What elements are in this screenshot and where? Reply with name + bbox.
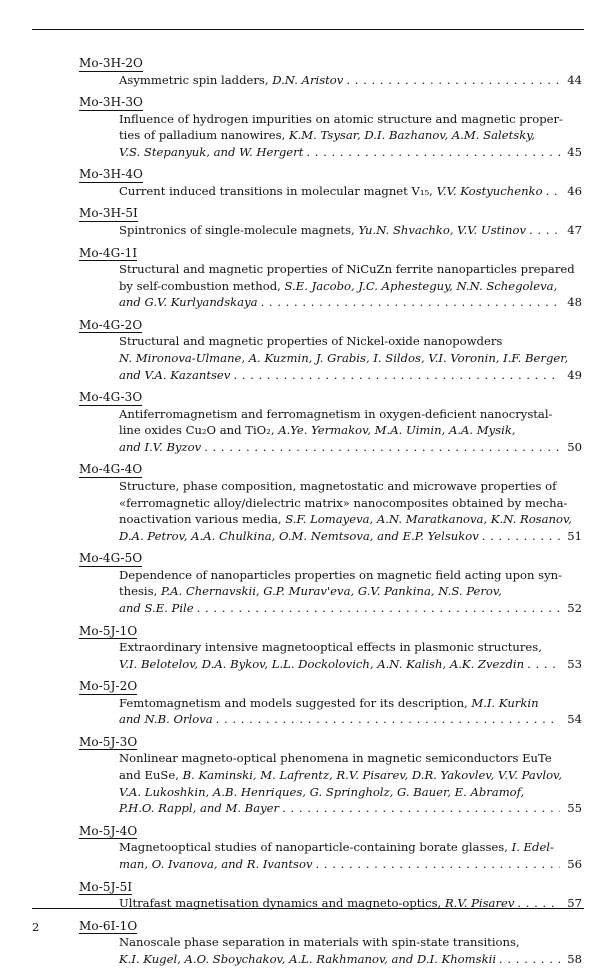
page-ref: 53 (567, 656, 582, 671)
toc-entry (79, 547, 582, 616)
title-text: Dependence of nanoparticles properties on magnetic field acting upon syn- (119, 567, 563, 582)
entry-last-line (119, 800, 582, 817)
last-line-text (119, 951, 496, 968)
page-ref: 46 (567, 183, 582, 198)
entry-line (119, 422, 582, 439)
authors-text: P.A. Chernavskii, G.P. Murav'eva, G.V. Pankina, N.S. Perov, (160, 584, 502, 599)
toc-entry (79, 876, 582, 912)
title-text: Nanoscale phase separation in materials with spin-state transitions, (119, 935, 520, 950)
entry-body (79, 478, 582, 544)
toc-entry (79, 820, 582, 873)
entry-last-line (119, 294, 582, 311)
entry-last-line (119, 856, 582, 873)
last-line-text (119, 183, 543, 200)
entry-line (119, 583, 582, 600)
toc-entry (79, 314, 582, 383)
last-line-text (119, 800, 279, 817)
title-text: Antiferromagnetism and ferromagnetism in oxygen-deficient nanocrystal- (119, 406, 553, 421)
title-text: Influence of hydrogen impurities on atomic structure and magnetic proper- (119, 111, 563, 126)
authors-text: B. Kaminski, M. Lafrentz, R.V. Pisarev, D.R. Yakovlev, V.V. Pavlov, (182, 768, 562, 783)
dot-leader (524, 656, 560, 673)
last-line-text (119, 367, 230, 384)
entry-line (119, 350, 582, 367)
session-code: Mo-4G-3O (79, 390, 143, 405)
dot-leader (201, 439, 560, 456)
entry-line (119, 750, 582, 767)
dot-leader (258, 294, 560, 311)
authors-text: and I.V. Byzov (119, 439, 202, 454)
title-text: Structural and magnetic properties of Nickel-oxide nanopowders (119, 334, 503, 349)
session-code: Mo-4G-2O (79, 317, 143, 332)
entry-last-line (119, 183, 582, 200)
dot-leader (279, 800, 560, 817)
entry-line (119, 127, 582, 144)
last-line-text (119, 856, 313, 873)
title-text: thesis, (119, 584, 161, 599)
page-ref: 50 (567, 439, 582, 454)
dot-leader (313, 856, 561, 873)
page-ref: 47 (567, 222, 582, 237)
toc-entry (79, 202, 582, 238)
toc-entry (79, 242, 582, 311)
authors-text: and N.B. Orlova (119, 712, 213, 727)
session-code: Mo-5J-1O (79, 623, 138, 638)
entry-line (119, 839, 582, 856)
session-code: Mo-5J-4O (79, 823, 138, 838)
entry-last-line (119, 367, 582, 384)
title-text: by self-combustion method, (119, 278, 285, 293)
dot-leader (543, 183, 560, 200)
authors-text: and G.V. Kurlyandskaya (119, 295, 258, 310)
entry-line (119, 934, 582, 951)
title-text: Ultrafast magnetisation dynamics and magneto-optics, (119, 896, 445, 910)
toc-entry (79, 91, 582, 160)
authors-text: S.F. Lomayeva, A.N. Maratkanova, K.N. Rosanov, (285, 512, 572, 527)
entry-body (79, 567, 582, 617)
dot-leader (213, 711, 560, 728)
page-ref: 55 (567, 801, 582, 816)
last-line-text (119, 439, 201, 456)
dot-leader (496, 951, 560, 968)
bottom-rule (32, 908, 584, 909)
dot-leader (194, 600, 560, 617)
authors-text: V.A. Lukoshkin, A.B. Henriques, G. Springholz, G. Bauer, E. Abramof, (119, 784, 525, 799)
entry-last-line (119, 439, 582, 456)
entry-body (79, 750, 582, 816)
entry-line (119, 495, 582, 512)
entry-line (119, 784, 582, 801)
authors-text: N. Mironova-Ulmane, A. Kuzmin, J. Grabis, I. Sildos, V.I. Voronin, I.F. Berger, (119, 350, 569, 365)
title-text: Magnetooptical studies of nanoparticle-containing borate glasses, (119, 840, 512, 855)
top-rule (32, 29, 584, 30)
last-line-text (119, 600, 194, 617)
session-code: Mo-5J-2O (79, 679, 138, 694)
session-code: Mo-4G-1I (79, 245, 138, 260)
page-ref: 49 (567, 367, 582, 382)
page-ref: 54 (567, 712, 582, 727)
entry-line (119, 111, 582, 128)
authors-text: A.Ye. Yermakov, M.A. Uimin, A.A. Mysik, (278, 423, 516, 438)
last-line-text (119, 528, 479, 545)
title-text: Structural and magnetic properties of NiCuZn ferrite nanoparticles prepared (119, 262, 575, 277)
session-code: Mo-3H-4O (79, 167, 143, 182)
last-line-text (119, 294, 258, 311)
authors-text: R.V. Pisarev (444, 896, 515, 910)
entry-last-line (119, 72, 582, 89)
title-text: noactivation various media, (119, 512, 286, 527)
entry-last-line (119, 656, 582, 673)
entry-line (119, 278, 582, 295)
last-line-text (119, 895, 514, 912)
dot-leader (230, 367, 560, 384)
authors-text: S.E. Jacobo, J.C. Aphesteguy, N.N. Schegoleva, (284, 278, 558, 293)
title-text: Nonlinear magneto-optical phenomena in magnetic semiconductors EuTe (119, 751, 552, 766)
toc-entry (79, 620, 582, 673)
session-code: Mo-3H-5I (79, 206, 138, 221)
last-line-text (119, 72, 343, 89)
entry-body (79, 934, 582, 967)
title-text: Current induced transitions in molecular magnet V₁₅, (119, 183, 437, 198)
page-ref: 56 (567, 856, 582, 871)
entry-last-line (119, 895, 582, 912)
entry-line (119, 567, 582, 584)
authors-text: Yu.N. Shvachko, V.V. Ustinov (358, 222, 527, 237)
entry-line (119, 406, 582, 423)
last-line-text (119, 144, 303, 161)
authors-text: man, O. Ivanova, and R. Ivantsov (119, 856, 313, 871)
authors-text: V.V. Kostyuchenko (436, 183, 543, 198)
authors-text: K.M. Tsysar, D.I. Bazhanov, A.M. Saletsky, (288, 128, 535, 143)
entry-body (79, 695, 582, 728)
toc-entry (79, 386, 582, 455)
entry-body (79, 895, 582, 912)
entry-last-line (119, 711, 582, 728)
title-text: Structure, phase composition, magnetostatic and microwave properties of (119, 478, 557, 493)
session-code: Mo-3H-3O (79, 95, 143, 110)
dot-leader (303, 144, 560, 161)
page-ref: 44 (567, 72, 582, 87)
authors-text: V.I. Belotelov, D.A. Bykov, L.L. Dockolovich, A.N. Kalish, A.K. Zvezdin (119, 656, 525, 671)
last-line-text (119, 222, 526, 239)
entry-line (119, 767, 582, 784)
page-ref: 51 (567, 528, 582, 543)
entry-body (79, 261, 582, 311)
toc-entry (79, 163, 582, 199)
authors-text: D.N. Aristov (272, 72, 344, 87)
entry-body (79, 406, 582, 456)
entry-body (79, 839, 582, 872)
entry-body (79, 111, 582, 161)
authors-text: V.S. Stepanyuk, and W. Hergert (119, 144, 304, 159)
authors-text: P.H.O. Rappl, and M. Bayer (119, 801, 280, 816)
page-number: 2 (32, 920, 40, 934)
entry-line (119, 511, 582, 528)
session-code: Mo-5J-5I (79, 879, 133, 894)
session-code: Mo-4G-5O (79, 551, 143, 566)
title-text: Femtomagnetism and models suggested for its description, (119, 695, 472, 710)
page-ref: 48 (567, 295, 582, 310)
toc-entry (79, 731, 582, 817)
last-line-text (119, 656, 524, 673)
authors-text: D.A. Petrov, A.A. Chulkina, O.M. Nemtsova, and E.P. Yelsukov (119, 528, 479, 543)
entry-line (119, 478, 582, 495)
page-ref: 57 (567, 896, 582, 910)
entry-last-line (119, 528, 582, 545)
session-code: Mo-4G-4O (79, 462, 143, 477)
authors-text: and S.E. Pile (119, 600, 194, 615)
last-line-text (119, 711, 213, 728)
title-text: Spintronics of single-molecule magnets, (119, 222, 359, 237)
entry-last-line (119, 222, 582, 239)
session-code: Mo-3H-2O (79, 56, 143, 70)
page-ref: 45 (567, 144, 582, 159)
authors-text: and V.A. Kazantsev (119, 367, 231, 382)
entry-body (79, 639, 582, 672)
title-text: ties of palladium nanowires, (119, 128, 289, 143)
authors-text: K.I. Kugel, A.O. Sboychakov, A.L. Rakhmanov, and D.I. Khomskii (119, 951, 497, 966)
entry-line (119, 695, 582, 712)
toc-entry (79, 52, 582, 88)
toc-entry (79, 675, 582, 728)
toc-entry (79, 915, 582, 968)
entry-line (119, 333, 582, 350)
dot-leader (479, 528, 560, 545)
dot-leader (343, 72, 560, 89)
entry-last-line (119, 144, 582, 161)
title-text: and EuSe, (119, 768, 183, 783)
dot-leader (514, 895, 560, 912)
entry-last-line (119, 600, 582, 617)
authors-text: I. Edel- (511, 840, 554, 855)
entry-body (79, 333, 582, 383)
session-code: Mo-6I-1O (79, 918, 138, 933)
session-code: Mo-5J-3O (79, 734, 138, 749)
table-of-contents (79, 52, 582, 970)
authors-text: M.I. Kurkin (471, 695, 539, 710)
entry-line (119, 639, 582, 656)
entry-last-line (119, 951, 582, 968)
title-text: Extraordinary intensive magnetooptical effects in plasmonic structures, (119, 640, 542, 655)
page-ref: 52 (567, 600, 582, 615)
title-text: Asymmetric spin ladders, (119, 72, 273, 87)
title-text: line oxides Cu₂O and TiO₂, (119, 423, 279, 438)
entry-body (79, 222, 582, 239)
dot-leader (526, 222, 560, 239)
entry-body (79, 72, 582, 89)
entry-body (79, 183, 582, 200)
toc-entry (79, 458, 582, 544)
entry-line (119, 261, 582, 278)
title-text: «ferromagnetic alloy/dielectric matrix» nanocomposites obtained by mecha- (119, 495, 568, 510)
page-ref: 58 (567, 951, 582, 966)
